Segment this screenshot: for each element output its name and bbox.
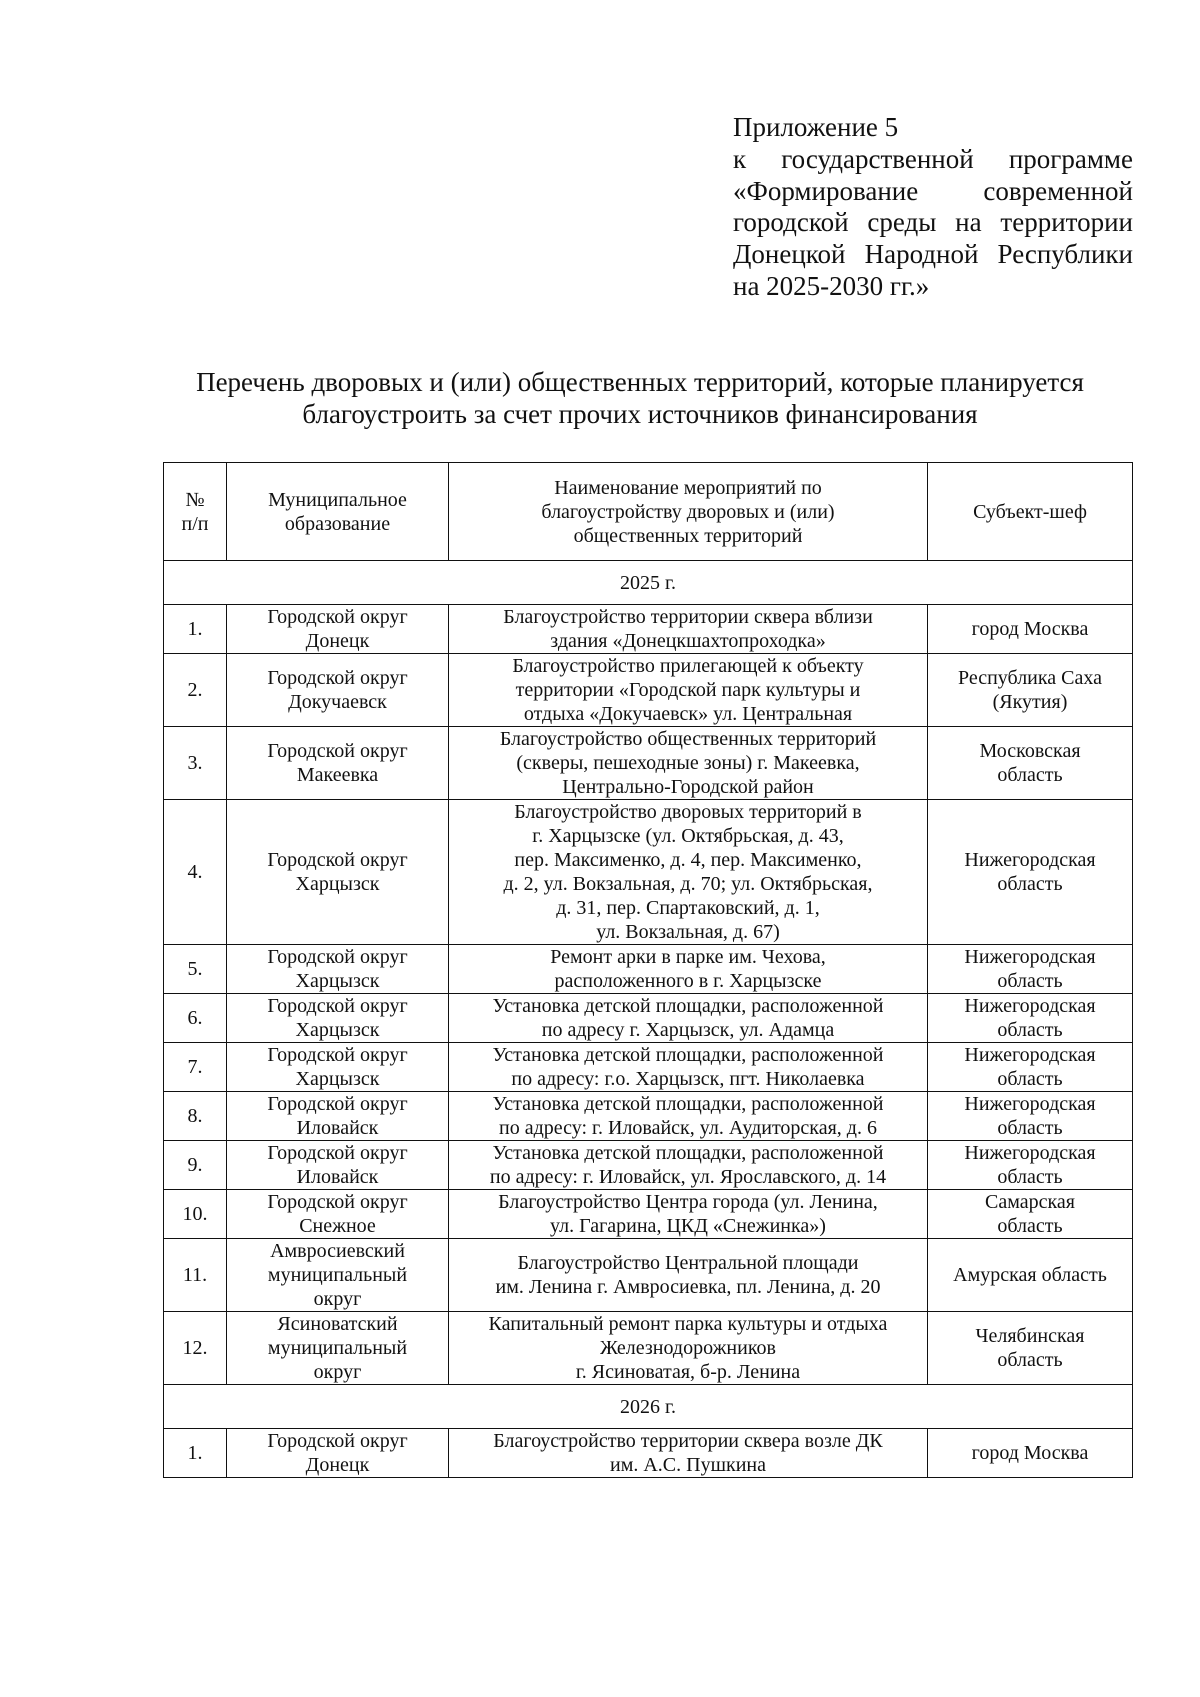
cell-text: Нижегородская: [964, 849, 1096, 871]
cell-text: Челябинская: [975, 1325, 1085, 1347]
header-text: п/п: [181, 512, 209, 535]
cell-text: им. А.С. Пушкина: [610, 1454, 766, 1476]
cell-text: область: [997, 1068, 1063, 1090]
cell-text: округ: [313, 1361, 362, 1383]
header-text: образование: [284, 512, 391, 535]
cell-text: Нижегородская: [964, 946, 1096, 968]
cell-text: город Москва: [971, 618, 1089, 640]
cell-text: 1.: [187, 618, 203, 640]
cell-text: 10.: [182, 1203, 208, 1225]
municipality-cell: [227, 727, 449, 800]
cell-text: муниципальный: [267, 1337, 408, 1359]
table-row: [164, 1092, 1133, 1141]
cell-text: Нижегородская: [964, 1093, 1096, 1115]
cell-text: Харцызск: [295, 970, 380, 992]
cell-text: Нижегородская: [964, 1044, 1096, 1066]
sponsor-cell: [928, 945, 1133, 994]
row-number: [164, 1043, 227, 1092]
municipality-cell: [227, 1141, 449, 1190]
cell-text: 12.: [182, 1337, 208, 1359]
cell-text: Донецк: [305, 1454, 370, 1476]
row-number: [164, 800, 227, 945]
cell-text: ул. Вокзальная, д. 67): [596, 921, 780, 943]
cell-text: Нижегородская: [964, 995, 1096, 1017]
table-body-2025: [164, 561, 1133, 1385]
cell-text: территории «Городской парк культуры и: [515, 679, 861, 701]
cell-text: 11.: [182, 1264, 208, 1286]
cell-text: Установка детской площадки, расположенной: [492, 995, 884, 1017]
table-row: [164, 994, 1133, 1043]
event-cell: [449, 994, 928, 1043]
territories-table: [163, 462, 1133, 1478]
cell-text: область: [997, 764, 1063, 786]
cell-text: 4.: [187, 861, 203, 883]
row-number: [164, 727, 227, 800]
event-cell: [449, 945, 928, 994]
table-row: [164, 1190, 1133, 1239]
cell-text: Нижегородская: [964, 1142, 1096, 1164]
cell-text: Городской округ: [267, 606, 408, 628]
municipality-cell: [227, 1429, 449, 1478]
cell-text: Городской округ: [267, 1191, 408, 1213]
appendix-line: на 2025-2030 гг.»: [733, 270, 930, 301]
year-row-2025: [164, 561, 1133, 605]
row-number: [164, 1239, 227, 1312]
appendix-line: Приложение 5: [733, 112, 899, 142]
row-number: [164, 1190, 227, 1239]
year-row-2026: [164, 1385, 1133, 1429]
appendix-block: [733, 112, 1133, 303]
cell-text: область: [997, 970, 1063, 992]
cell-text: Благоустройство прилегающей к объекту: [512, 655, 864, 677]
row-number: [164, 945, 227, 994]
cell-text: Ремонт арки в парке им. Чехова,: [550, 946, 826, 968]
cell-text: Республика Саха: [957, 667, 1103, 689]
document-title: [150, 366, 1130, 430]
cell-text: Благоустройство Центра города (ул. Ленина,: [498, 1191, 878, 1213]
cell-text: Центрально-Городской район: [562, 776, 814, 798]
header-text: Муниципальное: [268, 488, 407, 511]
header-text: общественных территорий: [573, 524, 803, 547]
cell-text: д. 31, пер. Спартаковский, д. 1,: [556, 897, 820, 919]
event-cell: [449, 1190, 928, 1239]
header-municipality: [227, 463, 449, 561]
cell-text: Донецк: [305, 630, 370, 652]
cell-text: Московская: [979, 740, 1081, 762]
cell-text: ул. Гагарина, ЦКД «Снежинка»): [550, 1215, 826, 1237]
cell-text: по адресу: г.о. Харцызск, пгт. Николаевка: [511, 1068, 865, 1090]
sponsor-cell: [928, 605, 1133, 654]
table-body-2026: [164, 1385, 1133, 1478]
municipality-cell: [227, 1190, 449, 1239]
event-cell: [449, 605, 928, 654]
sponsor-cell: [928, 1141, 1133, 1190]
header-sponsor: [928, 463, 1133, 561]
table-row: [164, 945, 1133, 994]
municipality-cell: [227, 1043, 449, 1092]
header-text: Субъект-шеф: [973, 500, 1087, 523]
table-row: [164, 800, 1133, 945]
cell-text: 2.: [187, 679, 203, 701]
table-row: [164, 1239, 1133, 1312]
sponsor-cell: [928, 800, 1133, 945]
cell-text: (скверы, пешеходные зоны) г. Макеевка,: [516, 752, 860, 774]
appendix-line: городской среды на территории: [733, 207, 1133, 238]
sponsor-cell: [928, 1312, 1133, 1385]
cell-text: расположенного в г. Харцызске: [554, 970, 822, 992]
cell-text: Капитальный ремонт парка культуры и отдыха: [488, 1313, 888, 1335]
table-row: [164, 654, 1133, 727]
event-cell: [449, 1043, 928, 1092]
row-number: [164, 1312, 227, 1385]
appendix-line: Донецкой Народной Республики: [733, 239, 1133, 270]
event-cell: [449, 1092, 928, 1141]
event-cell: [449, 1429, 928, 1478]
municipality-cell: [227, 1312, 449, 1385]
cell-text: Благоустройство дворовых территорий в: [514, 801, 862, 823]
cell-text: 5.: [187, 958, 203, 980]
cell-text: Благоустройство территории сквера возле ДК: [493, 1430, 883, 1452]
sponsor-cell: [928, 654, 1133, 727]
cell-text: 7.: [187, 1056, 203, 1078]
sponsor-cell: [928, 1092, 1133, 1141]
table-row: [164, 1312, 1133, 1385]
cell-text: Харцызск: [295, 873, 380, 895]
table-row: [164, 1141, 1133, 1190]
cell-text: округ: [313, 1288, 362, 1310]
year-label: 2025 г.: [164, 561, 1133, 605]
cell-text: муниципальный: [267, 1264, 408, 1286]
cell-text: пер. Максименко, д. 4, пер. Максименко,: [514, 849, 862, 871]
municipality-cell: [227, 800, 449, 945]
row-number: [164, 1141, 227, 1190]
sponsor-cell: [928, 994, 1133, 1043]
cell-text: область: [997, 1349, 1063, 1371]
cell-text: область: [997, 1215, 1063, 1237]
cell-text: Благоустройство Центральной площади: [517, 1252, 859, 1274]
cell-text: область: [997, 1117, 1063, 1139]
cell-text: по адресу: г. Иловайск, ул. Ярославского, д. 14: [489, 1166, 887, 1188]
row-number: [164, 654, 227, 727]
cell-text: Докучаевск: [288, 691, 387, 713]
sponsor-cell: [928, 1190, 1133, 1239]
title-line: благоустроить за счет прочих источников финансирования: [302, 399, 978, 429]
cell-text: Городской округ: [267, 1142, 408, 1164]
header-number: [164, 463, 227, 561]
appendix-line: «Формирование современной: [733, 175, 1133, 206]
cell-text: Самарская: [985, 1191, 1075, 1213]
cell-text: Благоустройство территории сквера вблизи: [503, 606, 873, 628]
table-header-row: [164, 463, 1133, 561]
cell-text: город Москва: [971, 1442, 1089, 1464]
cell-text: д. 2, ул. Вокзальная, д. 70; ул. Октябрьская,: [503, 873, 873, 895]
municipality-cell: [227, 605, 449, 654]
cell-text: Городской округ: [267, 995, 408, 1017]
title-line: Перечень дворовых и (или) общественных территорий, которые планируется: [196, 367, 1084, 397]
appendix-line: к государственной программе: [733, 143, 1133, 174]
cell-text: Амвросиевский: [270, 1240, 405, 1262]
cell-text: Городской округ: [267, 1430, 408, 1452]
cell-text: Харцызск: [295, 1019, 380, 1041]
row-number: [164, 605, 227, 654]
row-number: [164, 1429, 227, 1478]
cell-text: Ясиноватский: [277, 1313, 398, 1335]
cell-text: (Якутия): [992, 691, 1068, 713]
year-label: 2026 г.: [164, 1385, 1133, 1429]
event-cell: [449, 800, 928, 945]
cell-text: Городской округ: [267, 946, 408, 968]
cell-text: область: [997, 1166, 1063, 1188]
municipality-cell: [227, 1092, 449, 1141]
event-cell: [449, 1312, 928, 1385]
cell-text: по адресу: г. Иловайск, ул. Аудиторская, д. 6: [499, 1117, 877, 1139]
cell-text: Макеевка: [296, 764, 379, 786]
event-cell: [449, 727, 928, 800]
cell-text: Городской округ: [267, 1044, 408, 1066]
cell-text: 6.: [187, 1007, 203, 1029]
cell-text: Установка детской площадки, расположенной: [492, 1093, 884, 1115]
cell-text: Харцызск: [295, 1068, 380, 1090]
cell-text: по адресу г. Харцызск, ул. Адамца: [541, 1019, 835, 1041]
row-number: [164, 994, 227, 1043]
cell-text: 8.: [187, 1105, 203, 1127]
cell-text: 3.: [187, 752, 203, 774]
cell-text: г. Ясиноватая, б-р. Ленина: [575, 1361, 801, 1383]
table-row: [164, 727, 1133, 800]
cell-text: область: [997, 873, 1063, 895]
event-cell: [449, 654, 928, 727]
municipality-cell: [227, 994, 449, 1043]
sponsor-cell: [928, 1239, 1133, 1312]
cell-text: Благоустройство общественных территорий: [499, 728, 877, 750]
cell-text: Снежное: [299, 1215, 376, 1237]
header-text: №: [185, 488, 205, 511]
cell-text: им. Ленина г. Амвросиевка, пл. Ленина, д. 20: [495, 1276, 881, 1298]
sponsor-cell: [928, 1429, 1133, 1478]
sponsor-cell: [928, 1043, 1133, 1092]
municipality-cell: [227, 1239, 449, 1312]
cell-text: Амурская область: [953, 1264, 1107, 1286]
municipality-cell: [227, 654, 449, 727]
cell-text: отдыха «Докучаевск» ул. Центральная: [523, 703, 853, 725]
event-cell: [449, 1141, 928, 1190]
cell-text: здания «Донецкшахтопроходка»: [550, 630, 826, 652]
table-row: [164, 1043, 1133, 1092]
row-number: [164, 1092, 227, 1141]
cell-text: г. Харцызске (ул. Октябрьская, д. 43,: [532, 825, 844, 847]
event-cell: [449, 1239, 928, 1312]
cell-text: Установка детской площадки, расположенной: [492, 1044, 884, 1066]
cell-text: Установка детской площадки, расположенной: [492, 1142, 884, 1164]
cell-text: Городской округ: [267, 740, 408, 762]
cell-text: Городской округ: [267, 849, 408, 871]
cell-text: Железнодорожников: [600, 1337, 776, 1359]
header-text: Наименование мероприятий по: [554, 476, 822, 499]
header-text: благоустройству дворовых и (или): [541, 500, 835, 523]
cell-text: область: [997, 1019, 1063, 1041]
cell-text: Иловайск: [296, 1166, 379, 1188]
municipality-cell: [227, 945, 449, 994]
table-row: [164, 1429, 1133, 1478]
header-event: [449, 463, 928, 561]
table-row: [164, 605, 1133, 654]
cell-text: Городской округ: [267, 1093, 408, 1115]
sponsor-cell: [928, 727, 1133, 800]
cell-text: 1.: [187, 1442, 203, 1464]
cell-text: 9.: [187, 1154, 203, 1176]
cell-text: Иловайск: [296, 1117, 379, 1139]
cell-text: Городской округ: [267, 667, 408, 689]
